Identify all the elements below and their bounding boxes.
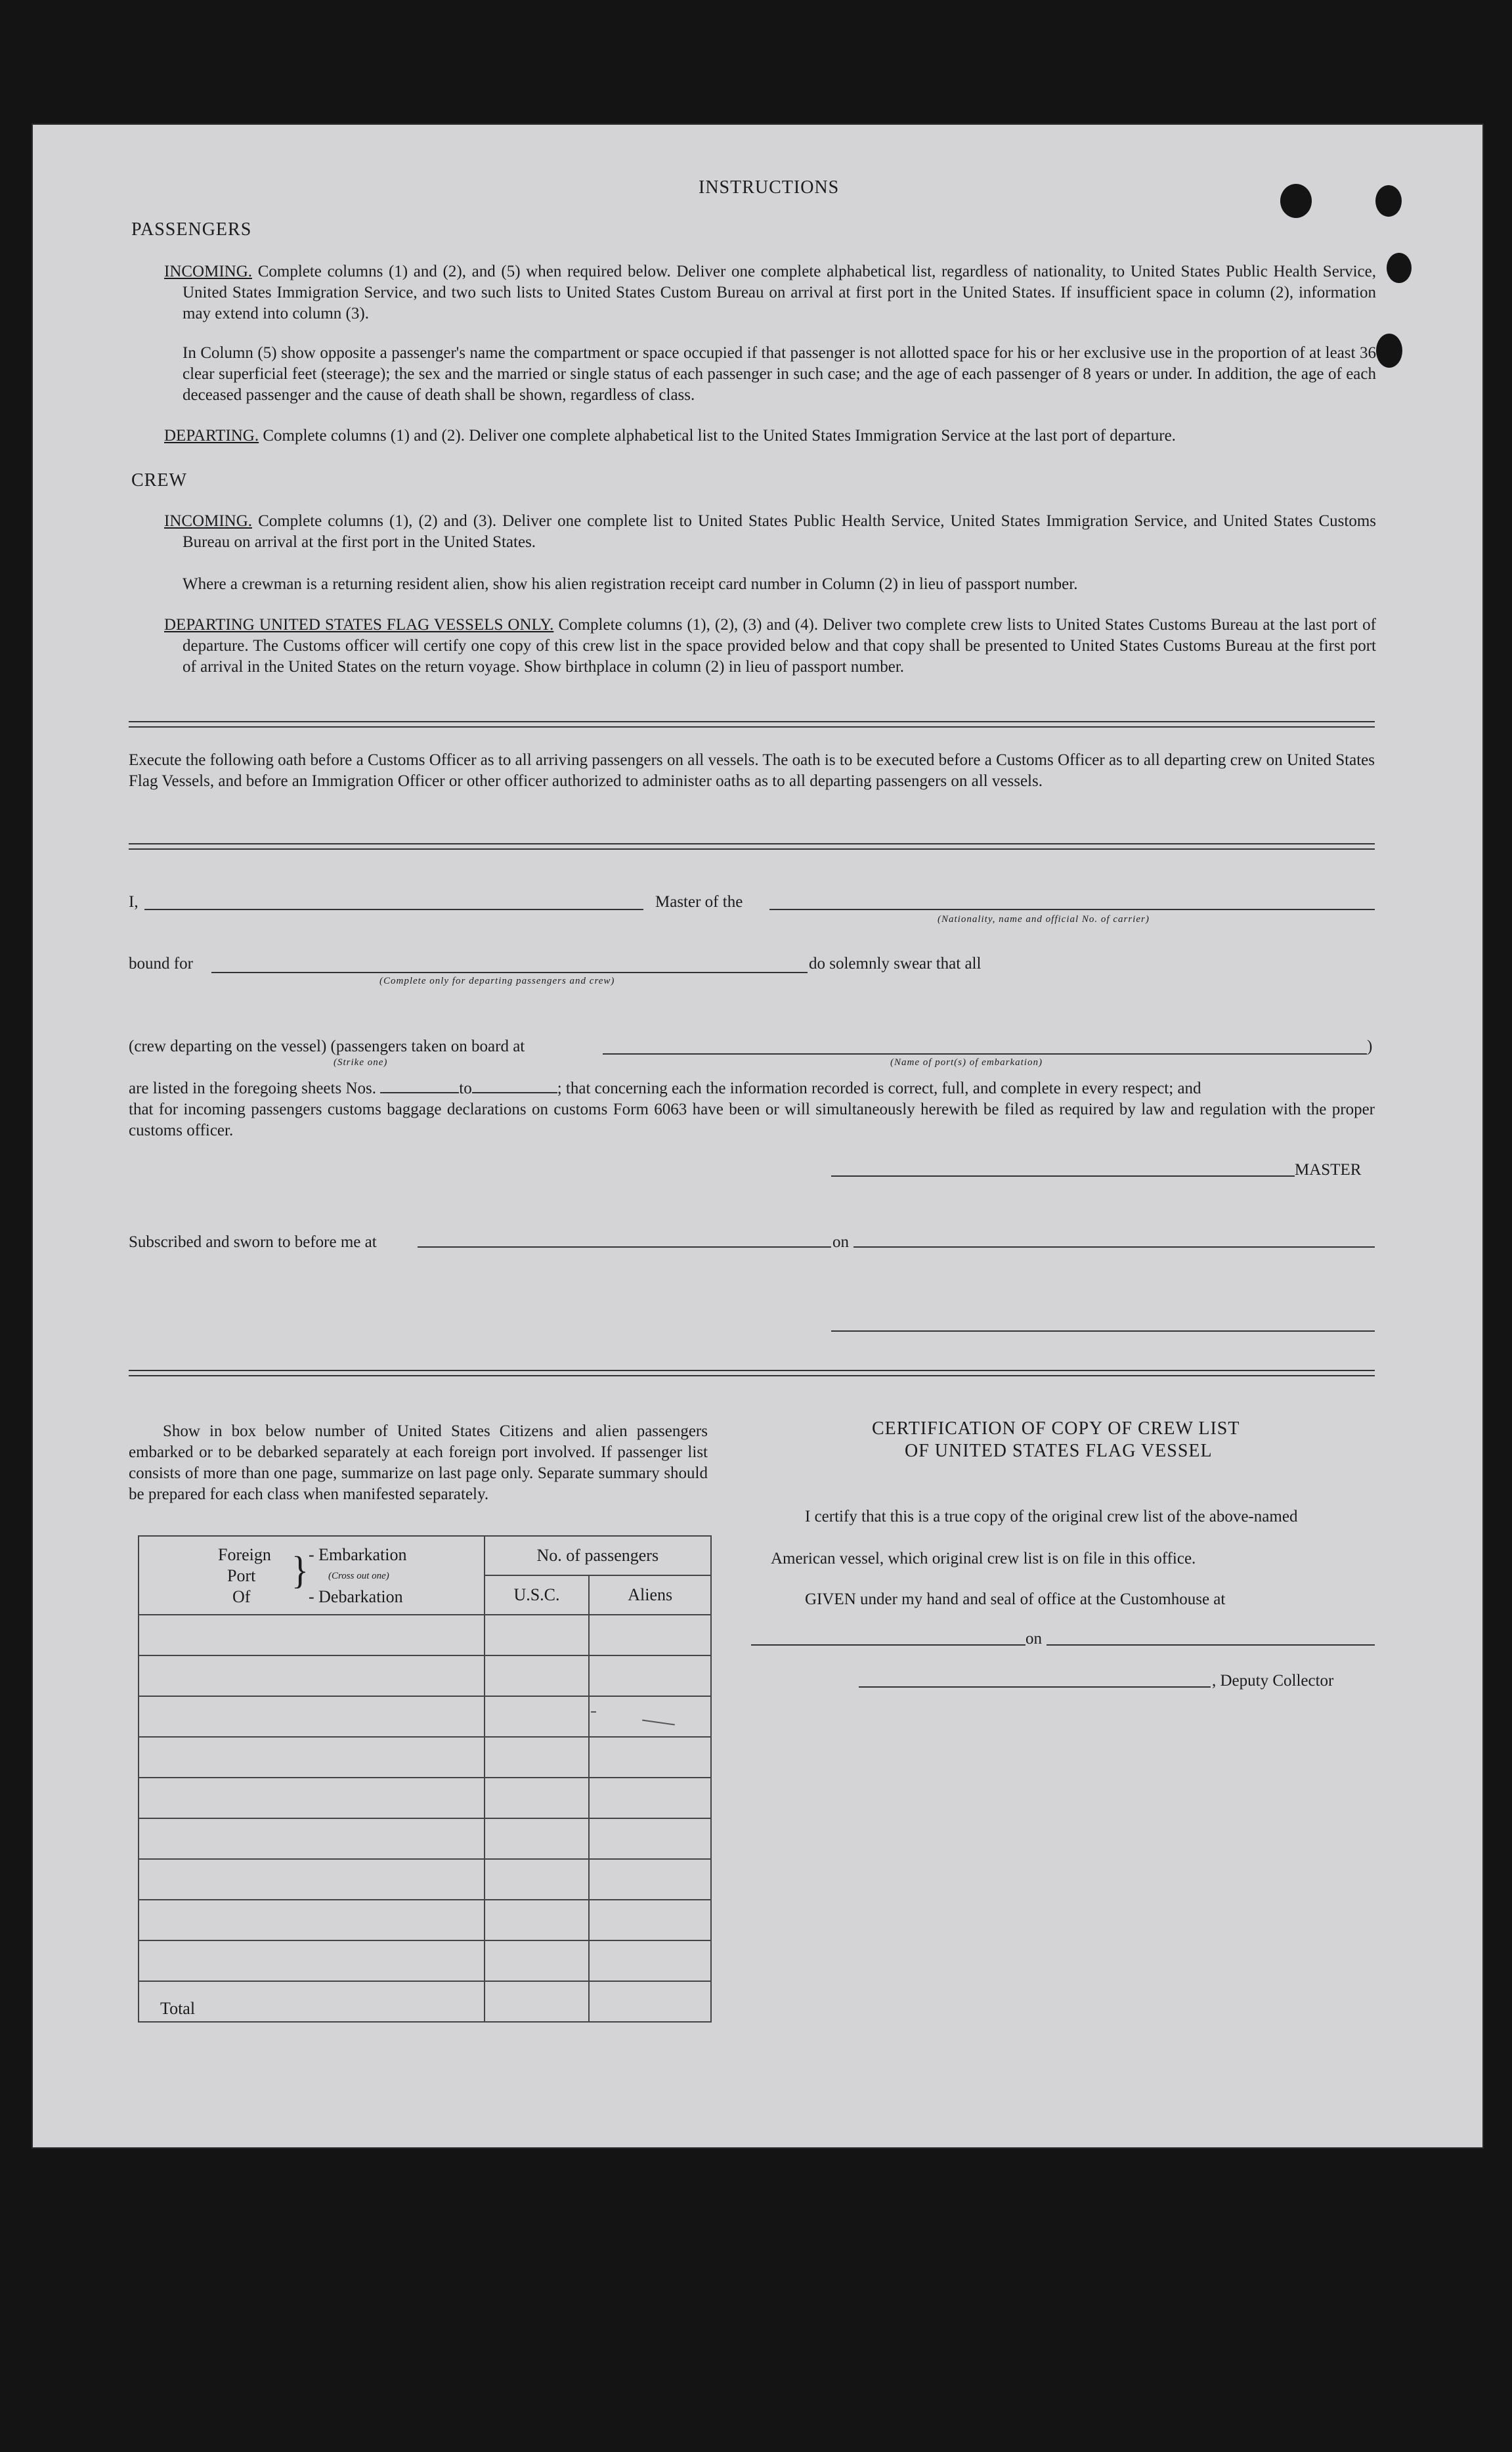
officer-signature-field[interactable] xyxy=(831,1330,1375,1332)
aliens-cell[interactable] xyxy=(589,1655,711,1696)
customhouse-field[interactable] xyxy=(751,1644,1026,1646)
table-row xyxy=(139,1940,711,1981)
oath-intro: Execute the following oath before a Customs Officer as to all arriving passengers on all vessels. The oath is to be executed before a Customs Officer as to all departing crew on United States Flag Vessels, and before an Immigration Officer or other officer authorized to administer oaths as to all departing passengers on all vessels. xyxy=(129,751,1375,790)
master-label: MASTER xyxy=(1295,1161,1362,1179)
divider xyxy=(129,843,1375,850)
aliens-cell[interactable] xyxy=(589,1940,711,1981)
usc-cell[interactable] xyxy=(485,1778,590,1818)
punch-hole xyxy=(1280,184,1312,218)
listed-certify-text: ; that concerning each the information recorded is correct, full, and complete in every respect; and xyxy=(557,1080,1201,1097)
certification-date-field[interactable] xyxy=(1047,1644,1375,1646)
port-cell[interactable] xyxy=(139,1737,485,1778)
usc-cell[interactable] xyxy=(485,1940,590,1981)
divider xyxy=(129,1370,1375,1376)
usc-cell[interactable] xyxy=(485,1818,590,1859)
passengers-incoming-label: INCOMING. xyxy=(164,263,253,280)
passengers-incoming xyxy=(164,261,1377,324)
usc-cell[interactable] xyxy=(485,1655,590,1696)
table-row xyxy=(139,1981,711,2022)
swear-label: do solemnly swear that all xyxy=(809,955,982,973)
foreign-port-header xyxy=(139,1536,485,1615)
listed-to-label: to xyxy=(459,1080,472,1097)
sworn-place-field[interactable] xyxy=(418,1246,831,1248)
certification-line-3: GIVEN under my hand and seal of office at the Customhouse at xyxy=(805,1590,1226,1608)
usc-cell[interactable] xyxy=(485,1696,590,1737)
sworn-date-field[interactable] xyxy=(853,1246,1375,1248)
divider xyxy=(129,721,1375,728)
certification-line-2: American vessel, which original crew list is on file in this office. xyxy=(771,1550,1196,1567)
aliens-cell[interactable] xyxy=(589,1900,711,1940)
embarkation-port-field[interactable] xyxy=(603,1053,1367,1055)
strike-one-caption: (Strike one) xyxy=(334,1057,388,1068)
usc-cell[interactable] xyxy=(485,1615,590,1655)
total-label: Total xyxy=(139,1981,485,2022)
passengers-departing-label: DEPARTING. xyxy=(164,427,259,445)
table-row xyxy=(139,1737,711,1778)
cross-out-caption: (Cross out one) xyxy=(328,1571,389,1581)
subscribed-label: Subscribed and sworn to before me at xyxy=(129,1233,377,1251)
punch-hole xyxy=(1376,334,1402,368)
pencil-mark xyxy=(591,1711,596,1713)
table-row xyxy=(139,1615,711,1655)
certification-on-label: on xyxy=(1026,1630,1042,1648)
port-cell[interactable] xyxy=(139,1696,485,1737)
sworn-on-label: on xyxy=(832,1233,849,1251)
passengers-column5: In Column (5) show opposite a passenger's name the compartment or space occupied if that passenger is not allotted space for his or her exclusive use in the proportion of at least 36 clear superficial feet (steerage); the sex and the married or single status of each passenger in such case; and the age of each passenger of 8 years or under. In addition, the age of each deceased passenger and the cause of death shall be shown, regardless of class. xyxy=(183,344,1376,404)
crew-incoming-text: Complete columns (1), (2) and (3). Deliver one complete list to United States Public Health Service, United States Immigration Service, and United States Customs Bureau on arrival at the first port in the United States. xyxy=(183,512,1377,551)
usc-total-cell[interactable] xyxy=(485,1981,590,2022)
certification-title-2: OF UNITED STATES FLAG VESSEL xyxy=(905,1441,1213,1461)
table-row xyxy=(139,1859,711,1900)
foreign-label: Foreign xyxy=(218,1545,271,1564)
sheet-from-field[interactable] xyxy=(380,1092,459,1093)
table-row xyxy=(139,1900,711,1940)
usc-cell[interactable] xyxy=(485,1859,590,1900)
aliens-cell[interactable] xyxy=(589,1859,711,1900)
deputy-collector-label: , Deputy Collector xyxy=(1212,1672,1334,1690)
master-name-field[interactable] xyxy=(144,909,643,910)
certification-line-1: I certify that this is a true copy of the original crew list of the above-named xyxy=(805,1508,1298,1525)
crew-incoming xyxy=(164,511,1377,553)
aliens-cell[interactable] xyxy=(589,1778,711,1818)
no-passengers-header: No. of passengers xyxy=(485,1536,711,1575)
passengers-departing-text: Complete columns (1) and (2). Deliver one complete alphabetical list to the United States Immigration Service at the last port of departure. xyxy=(263,427,1176,445)
port-cell[interactable] xyxy=(139,1778,485,1818)
crew-incoming-label: INCOMING. xyxy=(164,512,253,530)
certification-title-1: CERTIFICATION OF COPY OF CREW LIST xyxy=(872,1418,1240,1439)
usc-header: U.S.C. xyxy=(485,1575,590,1615)
master-signature-field[interactable] xyxy=(831,1175,1295,1177)
brace: } xyxy=(292,1548,309,1592)
listed-line-c: that for incoming passengers customs baggage declarations on customs Form 6063 have been or will simultaneously herewith be filed as required by law and regulation with the proper customs officer. xyxy=(129,1101,1375,1139)
sheet-to-field[interactable] xyxy=(472,1092,557,1093)
page-title: INSTRUCTIONS xyxy=(699,177,840,198)
listed-line-a xyxy=(129,1078,1375,1099)
deputy-signature-field[interactable] xyxy=(859,1686,1211,1688)
aliens-header: Aliens xyxy=(589,1575,711,1615)
port-cell[interactable] xyxy=(139,1940,485,1981)
summary-instructions: Show in box below number of United States Citizens and alien passengers embarked or to be debarked separately at each foreign port involved. If passenger list consists of more than one page, summarize on last page only. Separate summary should be prepared for each class when manifested separately. xyxy=(129,1422,708,1503)
debarkation-label: - Debarkation xyxy=(309,1587,403,1606)
aliens-cell[interactable] xyxy=(589,1818,711,1859)
table-row xyxy=(139,1696,711,1737)
port-cell[interactable] xyxy=(139,1900,485,1940)
of-label: Of xyxy=(232,1587,251,1606)
aliens-cell[interactable] xyxy=(589,1737,711,1778)
complete-only-caption: (Complete only for departing passengers and crew) xyxy=(379,976,615,986)
usc-cell[interactable] xyxy=(485,1737,590,1778)
aliens-cell[interactable] xyxy=(589,1615,711,1655)
crew-resident: Where a crewman is a returning resident alien, show his alien registration receipt card number in Column (2) in lieu of passport number. xyxy=(183,575,1078,593)
carrier-field[interactable] xyxy=(769,909,1375,910)
usc-cell[interactable] xyxy=(485,1900,590,1940)
passenger-summary-table xyxy=(138,1535,712,2023)
crew-departing-label: DEPARTING UNITED STATES FLAG VESSELS ONLY. xyxy=(164,616,554,634)
port-cell[interactable] xyxy=(139,1655,485,1696)
close-paren: ) xyxy=(1367,1038,1373,1055)
destination-field[interactable] xyxy=(211,972,808,973)
crew-departing xyxy=(164,615,1376,678)
aliens-total-cell[interactable] xyxy=(589,1981,711,2022)
bound-for-label: bound for xyxy=(129,955,193,973)
embarkation-label: - Embarkation xyxy=(309,1545,407,1564)
table-row xyxy=(139,1655,711,1696)
listed-sheets-label: are listed in the foregoing sheets Nos. xyxy=(129,1080,376,1097)
port-cell[interactable] xyxy=(139,1859,485,1900)
table-row xyxy=(139,1818,711,1859)
port-label: Port xyxy=(227,1566,256,1585)
punch-hole xyxy=(1375,185,1402,217)
passengers-incoming-text: Complete columns (1) and (2), and (5) when required below. Deliver one complete alphabetical list, regardless of nationality, to United States Public Health Service, United States Immigration Service, and two such lists to United States Custom Bureau on arrival at first port in the United States. If insufficient space in column (2), information may extend into column (3). xyxy=(183,263,1377,322)
port-cell[interactable] xyxy=(139,1615,485,1655)
port-cell[interactable] xyxy=(139,1818,485,1859)
master-of-the-label: Master of the xyxy=(655,893,743,911)
passengers-departing xyxy=(164,426,1376,447)
aliens-cell[interactable] xyxy=(589,1696,711,1737)
port-caption: (Name of port(s) of embarkation) xyxy=(890,1057,1043,1068)
oath-i-label: I, xyxy=(129,893,139,911)
crew-heading: CREW xyxy=(131,470,187,491)
nationality-caption: (Nationality, name and official No. of carrier) xyxy=(938,914,1150,925)
passengers-heading: PASSENGERS xyxy=(131,219,252,240)
table-row xyxy=(139,1778,711,1818)
punch-hole xyxy=(1387,253,1412,283)
crew-departing-label: (crew departing on the vessel) (passengers taken on board at xyxy=(129,1038,525,1055)
crew-departing-text: Complete columns (1), (2), (3) and (4). Deliver two complete crew lists to United States Customs Bureau at the last port of departure. The Customs officer will certify one copy of this crew list in the space provided below and that copy shall be presented to United States Customs Bureau at the first port of arrival in the United States on the return voyage. Show birthplace in column (2) in lieu of passport number. xyxy=(183,616,1376,676)
